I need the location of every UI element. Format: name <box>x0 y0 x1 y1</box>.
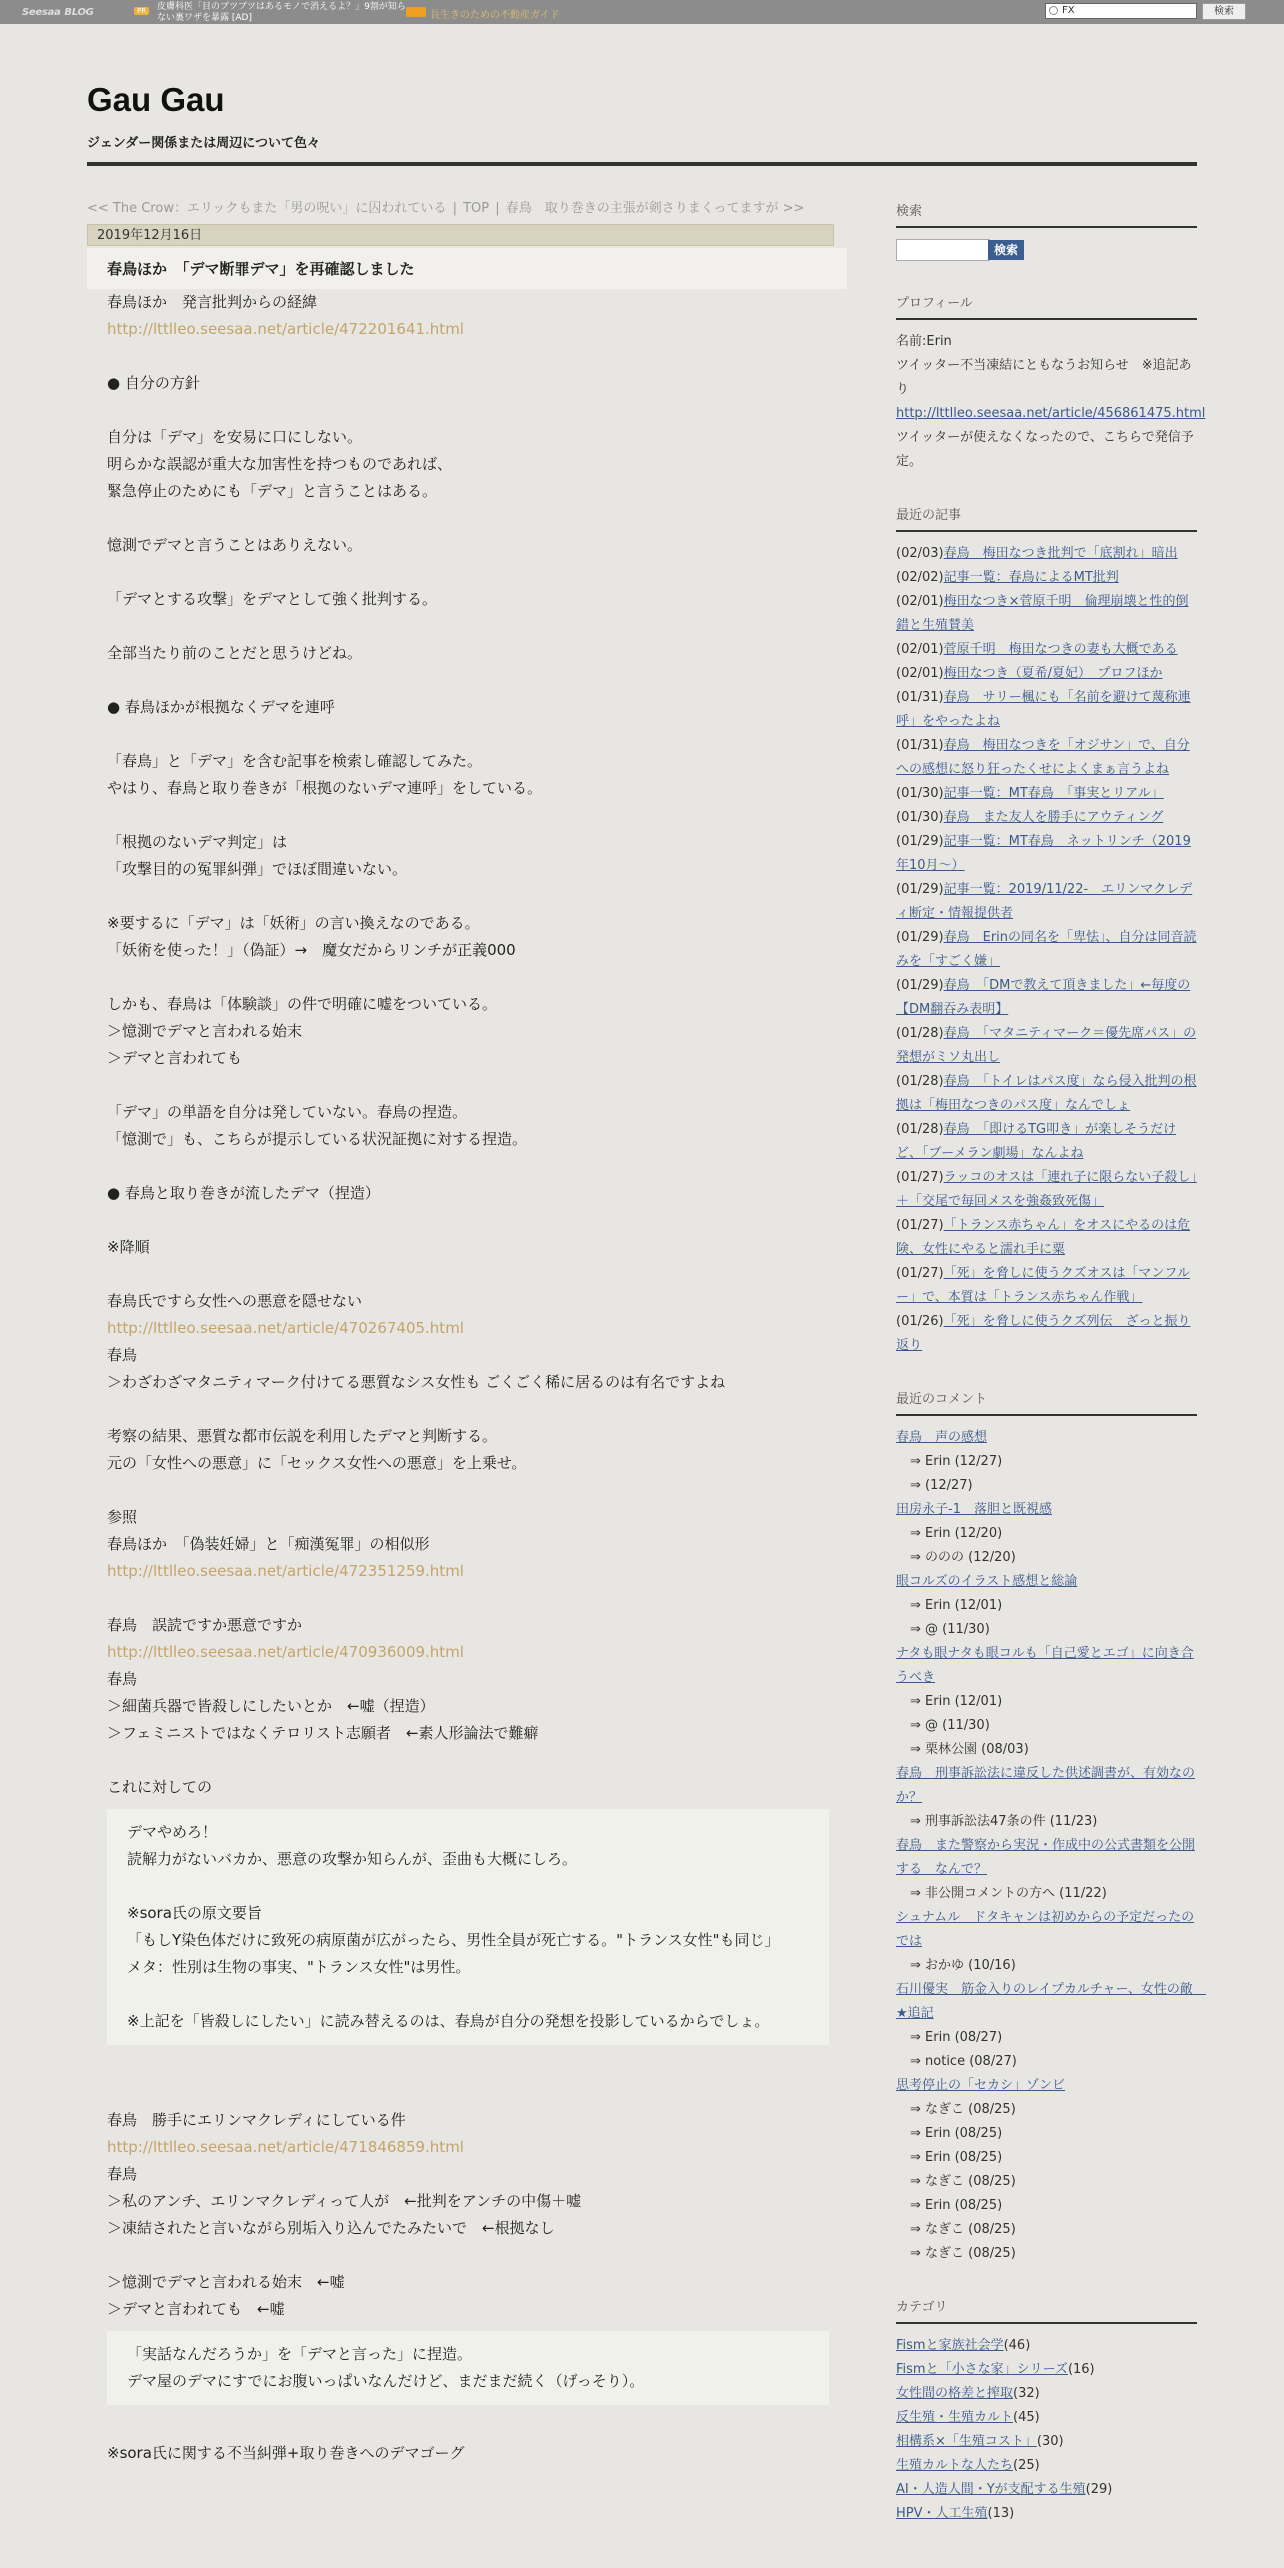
comment-article-link[interactable]: シュナムル ドタキャンは初めからの予定だったのでは <box>896 1910 1195 1949</box>
body-line <box>107 883 829 910</box>
recent-article-date: (01/30) <box>896 786 944 801</box>
body-line <box>107 1261 829 1288</box>
recent-article-item <box>896 878 1197 926</box>
recent-article-date: (01/31) <box>896 690 944 705</box>
entry-title: 春鳥ほか 「デマ断罪デマ」を再確認しました <box>87 248 847 289</box>
profile-link[interactable]: http://lttlleo.seesaa.net/article/456861475.html <box>896 406 1206 421</box>
entry-body <box>87 289 847 2467</box>
recent-article-date: (02/03) <box>896 546 944 561</box>
body-line <box>107 2413 829 2440</box>
recent-article-item <box>896 566 1197 590</box>
pr-badge: PR <box>134 7 149 15</box>
comment-item[interactable]: ⇒ Erin (12/27) <box>910 1454 1003 1469</box>
comment-item[interactable]: ⇒ 非公開コメントの方へ (11/22) <box>910 1886 1107 1901</box>
entry-date: 2019年12月16日 <box>87 224 834 246</box>
category-count: (13) <box>987 2506 1015 2521</box>
profile-name: 名前:Erin <box>896 334 952 349</box>
sidebar <box>896 200 1206 2556</box>
category-link[interactable]: AI・人造人間・Yが支配する生殖 <box>896 2482 1086 2497</box>
recent-article-link[interactable]: 梅田なつき×菅原千明 倫理崩壊と性的倒錯と生殖賛美 <box>896 594 1189 633</box>
recent-article-item <box>896 734 1197 782</box>
recent-article-item <box>896 830 1197 878</box>
blog-description: ジェンダー関係または周辺について色々 <box>87 136 320 151</box>
comment-article-link[interactable]: ナタも眼ナタも眼コルも「自己愛とエゴ」に向き合うべき <box>896 1646 1194 1685</box>
header-divider <box>87 162 1197 166</box>
article-link[interactable]: http://lttlleo.seesaa.net/article/470267405.html <box>107 1319 464 1337</box>
article-link[interactable]: http://lttlleo.seesaa.net/article/472201641.html <box>107 320 464 338</box>
body-line: デマ屋のデマにすでにお腹いっぱいなんだけど、まだまだ続く（げっそり）。 <box>127 2372 645 2390</box>
comment-item[interactable]: ⇒ 刑事訴訟法47条の件 (11/23) <box>910 1814 1098 1829</box>
comment-item[interactable]: ⇒ Erin (12/01) <box>910 1694 1003 1709</box>
body-line <box>107 1477 829 1504</box>
search-icon <box>1049 6 1058 15</box>
comment-item[interactable]: ⇒ @ (11/30) <box>910 1622 990 1637</box>
recent-article-item <box>896 974 1197 1022</box>
body-line: デマやめろ！ <box>127 1823 218 1841</box>
sidebar-search-input[interactable] <box>896 239 990 261</box>
quote-block <box>107 1809 829 2045</box>
recent-article-link[interactable]: 春鳥 サリー楓にも「名前を避けて蔑称連呼」をやったよね <box>896 690 1191 729</box>
body-line <box>107 964 829 991</box>
recent-article-date: (01/29) <box>896 978 944 993</box>
article-link[interactable]: http://lttlleo.seesaa.net/article/472351259.html <box>107 1562 464 1580</box>
body-line: 参照 <box>107 1508 138 1526</box>
recent-article-date: (01/29) <box>896 834 944 849</box>
recent-article-link[interactable]: ラッコのオスは「連れ子に限らない子殺し」＋「交尾で毎回メスを強姦致死傷」 <box>896 1170 1197 1209</box>
sidebar-profile <box>896 292 1206 474</box>
comment-item[interactable]: ⇒ Erin (12/20) <box>910 1526 1003 1541</box>
body-line: ＞憶測でデマと言われる始末 ←嘘 <box>107 2273 345 2291</box>
recent-article-date: (01/27) <box>896 1218 944 1233</box>
body-line: ※要するに「デマ」は「妖術」の言い換えなのである。 <box>107 914 480 932</box>
recent-article-date: (01/26) <box>896 1314 944 1329</box>
category-link[interactable]: 女性間の格差と搾取 <box>896 2386 1014 2401</box>
category-count: (32) <box>1013 2386 1040 2401</box>
body-line: 「もしY染色体だけに致死の病原菌が広がったら、男性全員が死亡する。"トランス女性"も同じ」 <box>127 1931 780 1949</box>
body-line: 自分は「デマ」を安易に口にしない。 <box>107 428 363 446</box>
category-count: (29) <box>1085 2482 1113 2497</box>
category-link[interactable]: 生殖カルトな人たち <box>896 2458 1014 2473</box>
comment-article-link[interactable]: 春鳥 声の感想 <box>896 1430 988 1445</box>
comment-item[interactable]: ⇒ @ (11/30) <box>910 1718 990 1733</box>
profile-text: ツイッター不当凍結にともなうお知らせ ※追記あり <box>896 358 1192 397</box>
recent-article-date: (01/29) <box>896 930 944 945</box>
body-line <box>107 1747 829 1774</box>
body-line: ＞デマと言われても ←嘘 <box>107 2300 285 2318</box>
recent-article-item <box>896 638 1197 662</box>
body-line: ※降順 <box>107 1238 150 1256</box>
category-item <box>896 2478 1197 2502</box>
comment-article-link[interactable]: 春鳥 また警察から実況・作成中の公式書類を公開する なんで？ <box>896 1838 1196 1877</box>
recent-article-item <box>896 590 1197 638</box>
body-line: ＞憶測でデマと言われる始末 <box>107 1022 303 1040</box>
body-line: 「憶測で」も、こちらが提示している状況証拠に対する捏造。 <box>107 1130 528 1148</box>
body-line: 春鳥 <box>107 1670 138 1688</box>
category-item <box>896 2502 1197 2526</box>
body-line <box>107 1396 829 1423</box>
body-line: 春鳥ほか 発言批判からの経緯 <box>107 293 318 311</box>
body-line: 春鳥ほか 「偽装妊婦」と「痴漢冤罪」の相似形 <box>107 1535 430 1553</box>
body-line <box>127 1873 809 1900</box>
recent-article-date: (02/02) <box>896 570 944 585</box>
body-line: 考察の結果、悪質な都市伝説を利用したデマと判断する。 <box>107 1427 498 1445</box>
toolbar-search-button[interactable]: 検索 <box>1202 3 1246 20</box>
body-line: 「春鳥」と「デマ」を含む記事を検索し確認してみた。 <box>107 752 483 770</box>
pager-separator: | <box>448 201 462 216</box>
body-line: 全部当たり前のことだと思うけどね。 <box>107 644 363 662</box>
recent-article-item <box>896 686 1197 734</box>
body-line: しかも、春鳥は「体験談」の件で明確に嘘をついている。 <box>107 995 498 1013</box>
body-line <box>107 559 829 586</box>
body-line: 「デマとする攻撃」をデマとして強く批判する。 <box>107 590 438 608</box>
recent-article-item <box>896 662 1197 686</box>
body-line: ＞凍結されたと言いながら別垢入り込んでたみたいで ←根拠なし <box>107 2219 555 2237</box>
category-link[interactable]: Fismと「小さな家」シリーズ <box>896 2362 1068 2377</box>
category-item <box>896 2454 1197 2478</box>
body-line: 春鳥 <box>107 2165 138 2183</box>
comment-item[interactable]: ⇒ notice (08/27) <box>910 2054 1017 2069</box>
body-line: 「妖術を使った！」（偽証）→ 魔女だからリンチが正義000 <box>107 941 516 959</box>
profile-text: ツイッターが使えなくなったので、こちらで発信予定。 <box>896 430 1194 469</box>
comment-article-link[interactable]: 春鳥 刑事訴訟法に違反した供述調書が、有効なのか？ <box>896 1766 1196 1805</box>
body-line <box>107 721 829 748</box>
seesaa-blog-logo[interactable]: Seesaa BLOG <box>22 7 94 18</box>
body-line: これに対しての <box>107 1778 213 1796</box>
recent-article-link[interactable]: 春鳥 「トイレはパス度」なら侵入批判の根拠は「梅田なつきのパス度」なんでしょ <box>896 1074 1197 1113</box>
seesaa-toolbar <box>0 0 1284 24</box>
recent-article-date: (01/27) <box>896 1266 944 1281</box>
recent-article-link[interactable]: 春鳥 「マタニティマーク＝優先席パス」の発想がミソ丸出し <box>896 1026 1197 1065</box>
recent-article-link[interactable]: 春鳥 また友人を勝手にアウティング <box>943 810 1164 825</box>
category-link[interactable]: HPV・人工生殖 <box>896 2506 988 2521</box>
comment-item[interactable]: ⇒ おかゆ (10/16) <box>910 1958 1016 1973</box>
body-line: ＞わざわざマタニティマーク付けてる悪質なシス女性も ごくごく稀に居るのは有名ですよね <box>107 1373 726 1391</box>
recent-article-date: (01/28) <box>896 1122 944 1137</box>
body-line <box>107 397 829 424</box>
quote-block <box>107 2331 829 2405</box>
recent-article-link[interactable]: 梅田なつき（夏希/夏妃） プロフほか <box>943 666 1163 681</box>
ad-icon <box>406 7 426 17</box>
category-item <box>896 2382 1197 2406</box>
body-line: メタ：性別は生物の事実、"トランス女性"は男性。 <box>127 1958 471 1976</box>
category-item <box>896 2406 1197 2430</box>
comment-item[interactable]: ⇒ なぎこ (08/25) <box>910 2222 1016 2237</box>
body-line: ● 春鳥と取り巻きが流したデマ（捏造） <box>107 1184 380 1202</box>
recent-article-date: (01/28) <box>896 1074 944 1089</box>
body-line: 元の「女性への悪意」に「セックス女性への悪意」を上乗せ。 <box>107 1454 527 1472</box>
body-line: ● 春鳥ほかが根拠なくデマを連呼 <box>107 698 335 716</box>
recent-article-link[interactable]: 記事一覧：MT春鳥 ネットリンチ（2019年10月～） <box>896 834 1191 873</box>
sidebar-search <box>896 200 1197 262</box>
comment-item[interactable]: ⇒ なぎこ (08/25) <box>910 2246 1016 2261</box>
recent-article-date: (02/01) <box>896 666 944 681</box>
body-line: ＞私のアンチ、エリンマクレディって人が ←批判をアンチの中傷＋嘘 <box>107 2192 582 2210</box>
blog-header <box>87 80 1197 151</box>
body-line <box>107 1585 829 1612</box>
recent-article-date: (01/27) <box>896 1170 944 1185</box>
sidebar-categories <box>896 2296 1197 2526</box>
body-line: ※sora氏に関する不当糾弾+取り巻きへのデマゴーグ <box>107 2444 465 2462</box>
category-count: (45) <box>1013 2410 1040 2425</box>
recent-article-link[interactable]: 春鳥 梅田なつきを「オジサン」で、自分への感想に怒り狂ったくせによくまぁ言うよね <box>896 738 1190 777</box>
body-line <box>107 2053 829 2080</box>
recent-article-link[interactable]: 春鳥 「DMで教えて頂きました」←毎度の【DM翻吞み表明】 <box>896 978 1191 1017</box>
entry-pager <box>87 200 847 218</box>
category-count: (46) <box>1003 2338 1031 2353</box>
comment-item[interactable]: ⇒ Erin (08/25) <box>910 2198 1003 2213</box>
comment-article-link[interactable]: 思考停止の「セカシ」ゾンビ <box>896 2078 1066 2093</box>
sidebar-heading: 検索 <box>896 200 1197 228</box>
recent-article-link[interactable]: 「死」を脅しに使うクズ列伝 ざっと振り返り <box>896 1314 1191 1353</box>
category-link[interactable]: 相構系×「生殖コスト」 <box>896 2434 1037 2449</box>
body-line: ※上記を「皆殺しにしたい」に読み替えるのは、春鳥が自分の発想を投影しているからでしょ。 <box>127 2012 770 2030</box>
body-line <box>107 613 829 640</box>
blog-title[interactable]: Gau Gau <box>87 81 225 118</box>
sidebar-heading: 最近の記事 <box>896 504 1197 532</box>
recent-article-date: (02/01) <box>896 642 944 657</box>
body-line <box>107 505 829 532</box>
sidebar-heading: プロフィール <box>896 292 1197 320</box>
recent-article-link[interactable]: 「死」を脅しに使うクズオスは「マンフルー」で、本質は「トランス赤ちゃん作戦」 <box>896 1266 1190 1305</box>
sidebar-search-button[interactable]: 検索 <box>988 240 1024 260</box>
body-line: 「実話なんだろうか」を「デマと言った」に捏造。 <box>127 2345 473 2363</box>
comment-item[interactable]: ⇒ Erin (08/25) <box>910 2150 1003 2165</box>
body-line: 読解力がないバカか、悪意の攻撃か知らんが、歪曲も大概にしろ。 <box>127 1850 578 1868</box>
sidebar-recent-articles <box>896 504 1197 1358</box>
recent-article-item <box>896 542 1197 566</box>
category-link[interactable]: Fismと家族社会学 <box>896 2338 1004 2353</box>
recent-article-date: (02/01) <box>896 594 944 609</box>
body-line <box>107 1153 829 1180</box>
body-line: ※sora氏の原文要旨 <box>127 1904 262 1922</box>
comment-article-link[interactable]: 田房永子-1 落胆と既視感 <box>896 1502 1052 1517</box>
category-count: (25) <box>1013 2458 1040 2473</box>
next-entry-link[interactable]: 春鳥 取り巻きの主張が剣さりまくってますが >> <box>505 201 805 216</box>
comment-item[interactable]: ⇒ (12/27) <box>910 1478 973 1493</box>
recent-article-item <box>896 782 1197 806</box>
body-line: ＞デマと言われても <box>107 1049 243 1067</box>
body-line: やはり、春鳥と取り巻きが「根拠のないデマ連呼」をしている。 <box>107 779 543 797</box>
comment-item[interactable]: ⇒ Erin (08/25) <box>910 2126 1003 2141</box>
body-line <box>107 667 829 694</box>
article-link[interactable]: http://lttlleo.seesaa.net/article/470936009.html <box>107 1643 464 1661</box>
body-line <box>107 2080 829 2107</box>
recent-article-link[interactable]: 記事一覧：2019/11/22- エリンマクレディ断定・情報提供者 <box>896 882 1193 921</box>
recent-article-link[interactable]: 春鳥 梅田なつき批判で「底割れ」暗出 <box>943 546 1178 561</box>
recent-article-item <box>896 1022 1197 1070</box>
comment-article-link[interactable]: 石川優実 筋金入りのレイプカルチャー、女性の敵 ★追記 <box>896 1982 1206 2021</box>
body-line: 「デマ」の単語を自分は発していない。春鳥の捏造。 <box>107 1103 468 1121</box>
body-line: 緊急停止のためにも「デマ」と言うことはある。 <box>107 482 438 500</box>
recent-article-date: (01/31) <box>896 738 944 753</box>
body-line <box>107 2242 829 2269</box>
category-item <box>896 2334 1197 2358</box>
recent-article-link[interactable]: 記事一覧：MT春鳥 「事実とリアル」 <box>943 786 1164 801</box>
recent-article-item <box>896 1166 1197 1214</box>
body-line: 春鳥氏ですら女性への悪意を隠せない <box>107 1292 363 1310</box>
category-item <box>896 2358 1197 2382</box>
body-line <box>107 1072 829 1099</box>
pager-separator: | <box>491 201 504 216</box>
recent-article-item <box>896 1070 1197 1118</box>
body-line: ＞細菌兵器で皆殺しにしたいとか ←嘘（捏造） <box>107 1697 435 1715</box>
recent-article-link[interactable]: 春鳥 Erinの同名を「卑怯」、自分は同音読みを「すごく嫌」 <box>896 930 1197 969</box>
comment-item[interactable]: ⇒ なぎこ (08/25) <box>910 2174 1016 2189</box>
recent-article-item <box>896 1310 1197 1358</box>
toolbar-search-input[interactable]: FX <box>1045 3 1197 19</box>
body-line <box>107 343 829 370</box>
recent-article-link[interactable]: 菅原千明 梅田なつきの妻も大概である <box>943 642 1178 657</box>
comment-item[interactable]: ⇒ Erin (08/27) <box>910 2030 1003 2045</box>
comment-article-link[interactable]: 眼コルズのイラスト感想と総論 <box>896 1574 1078 1589</box>
article-link[interactable]: http://lttlleo.seesaa.net/article/471846859.html <box>107 2138 464 2156</box>
toolbar-ad-link-2[interactable]: 長生きのための不動産ガイド <box>430 10 560 21</box>
body-line: 春鳥 <box>107 1346 138 1364</box>
body-line: 明らかな誤認が重大な加害性を持つものであれば、 <box>107 455 453 473</box>
body-line: ● 自分の方針 <box>107 374 200 392</box>
recent-article-item <box>896 1214 1197 1262</box>
recent-article-link[interactable]: 春鳥 「即けるTG叩き」が楽しそうだけど、「ブーメラン劇場」なんよね <box>896 1122 1177 1161</box>
recent-article-date: (01/29) <box>896 882 944 897</box>
recent-article-item <box>896 1118 1197 1166</box>
recent-article-link[interactable]: 記事一覧：春鳥によるMT批判 <box>943 570 1119 585</box>
category-item <box>896 2430 1197 2454</box>
comment-item[interactable]: ⇒ なぎこ (08/25) <box>910 2102 1016 2117</box>
comment-item[interactable]: ⇒ 栗林公園 (08/03) <box>910 1742 1029 1757</box>
comment-item[interactable]: ⇒ Erin (12/01) <box>910 1598 1003 1613</box>
recent-article-date: (01/30) <box>896 810 944 825</box>
category-link[interactable]: 反生殖・生殖カルト <box>896 2410 1014 2425</box>
body-line <box>107 1207 829 1234</box>
category-count: (30) <box>1036 2434 1064 2449</box>
body-line: 春鳥 勝手にエリンマクレディにしている件 <box>107 2111 406 2129</box>
body-line: 春鳥 誤読ですか悪意ですか <box>107 1616 303 1634</box>
main-content <box>87 200 847 2467</box>
top-link[interactable]: TOP <box>463 201 490 216</box>
recent-article-date: (01/28) <box>896 1026 944 1041</box>
body-line: 憶測でデマと言うことはありえない。 <box>107 536 363 554</box>
toolbar-ad-link[interactable]: 皮膚科医「目のブツブツはあるモノで消えるよ？」9割が知らない裏ワザを暴露 [AD] <box>157 2 406 23</box>
body-line <box>107 802 829 829</box>
recent-article-link[interactable]: 「トランス赤ちゃん」をオスにやるのは危険、女性にやると濡れ手に粟 <box>896 1218 1191 1257</box>
recent-article-item <box>896 1262 1197 1310</box>
sidebar-heading: 最近のコメント <box>896 1388 1197 1416</box>
body-line: 「攻撃目的の冤罪糾弾」でほぼ間違いない。 <box>107 860 408 878</box>
body-line: ＞フェミニストではなくテロリスト志願者 ←素人形論法で難癖 <box>107 1724 539 1742</box>
recent-article-item <box>896 806 1197 830</box>
comment-item[interactable]: ⇒ ののの (12/20) <box>910 1550 1016 1565</box>
sidebar-recent-comments <box>896 1388 1206 2266</box>
prev-entry-link[interactable]: << The Crow：エリックもまた「男の呪い」に囚われている <box>87 201 447 216</box>
sidebar-heading: カテゴリ <box>896 2296 1197 2324</box>
body-line <box>127 1981 809 2008</box>
category-count: (16) <box>1067 2362 1095 2377</box>
recent-article-item <box>896 926 1197 974</box>
body-line: 「根拠のないデマ判定」は <box>107 833 288 851</box>
